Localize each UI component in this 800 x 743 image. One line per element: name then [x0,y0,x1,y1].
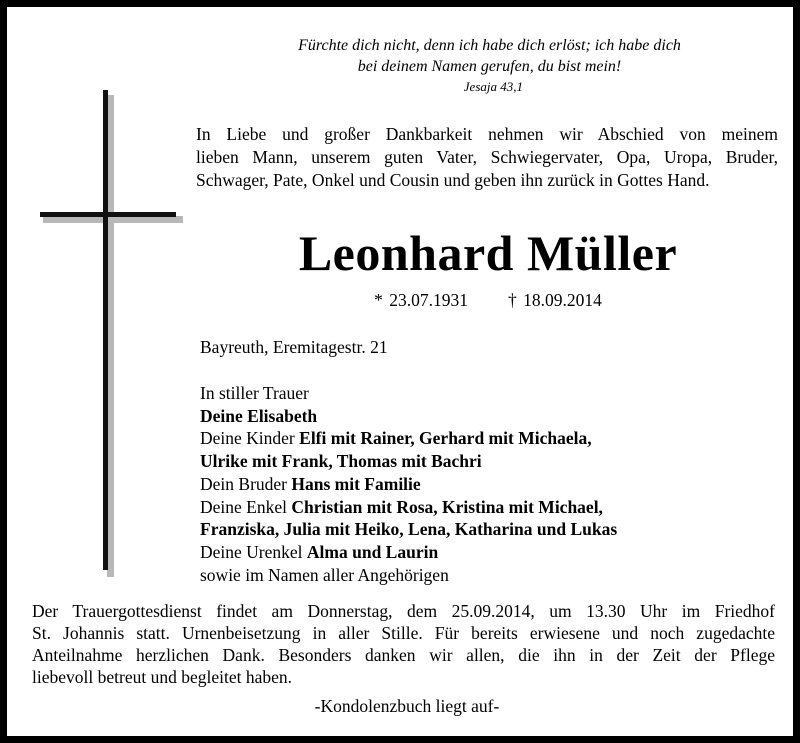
great-grandchildren-label: Deine Urenkel [200,541,307,562]
grandchildren-label: Deine Enkel [200,496,292,517]
great-grandchildren-names: Alma und Laurin [306,541,439,562]
bible-verse [207,35,772,77]
cross-shadow-horizontal [43,216,183,223]
intro-text [196,123,778,192]
cross-vertical-beam [103,90,108,570]
deceased-name: Leonhard Müller [298,225,678,281]
service-info-line-3: Anteilnahme herzlichen Dank. Besonders danken wir allen, die ihn in der Zeit der Pflege [32,645,775,665]
address: Bayreuth, Eremitagestr. 21 [200,337,388,357]
condolence-book-note: -Kondolenzbuch liegt auf- [314,696,500,716]
mourners-intro: In stiller Trauer [200,383,309,403]
service-info [32,600,775,688]
relatives-line: sowie im Namen aller Angehörigen [200,564,449,585]
life-dates [197,289,779,311]
mourners-list [200,382,617,586]
bible-verse-line-1: Fürchte dich nicht, denn ich habe dich erlöst; ich habe dich [298,37,681,54]
cross-horizontal-beam [40,212,176,217]
wife-name: Deine Elisabeth [200,405,318,426]
intro-line-3: Schwager, Pate, Onkel und Cousin und geben ihn zurück in Gottes Hand. [196,170,710,190]
children-label: Deine Kinder [200,428,300,449]
intro-line-2: lieben Mann, unserem guten Vater, Schwiegervater, Opa, Uropa, Bruder, [196,147,778,167]
brother-name: Hans mit Familie [291,473,421,494]
children-names-2: Ulrike mit Frank, Thomas mit Bachri [200,451,482,472]
intro-line-1: In Liebe und großer Dankbarkeit nehmen wir Abschied von meinem [196,124,778,144]
cross-icon [37,87,187,577]
children-names-1: Elfi mit Rainer, Gerhard mit Michaela, [299,428,592,449]
death-date: † 18.09.2014 [508,290,602,310]
bible-verse-line-2: bei deinem Namen gerufen, du bist mein! [357,58,622,75]
cross-shadow-vertical [107,95,114,577]
service-info-line-2: St. Johannis statt. Urnenbeisetzung in aller Stille. Für bereits erwiesene und noch zugedachte [32,623,775,643]
bible-verse-source: Jesaja 43,1 [463,79,523,94]
brother-label: Dein Bruder [200,473,292,494]
birth-date: * 23.07.1931 [374,290,468,310]
service-info-line-1: Der Trauergottesdienst findet am Donnerstag, dem 25.09.2014, um 13.30 Uhr im Friedhof [32,601,775,621]
grandchildren-names-1: Christian mit Rosa, Kristina mit Michael, [291,496,603,517]
service-info-line-4: liebevoll betreut und begleitet haben. [32,667,292,687]
grandchildren-names-2: Franziska, Julia mit Heiko, Lena, Katharina und Lukas [200,519,618,540]
